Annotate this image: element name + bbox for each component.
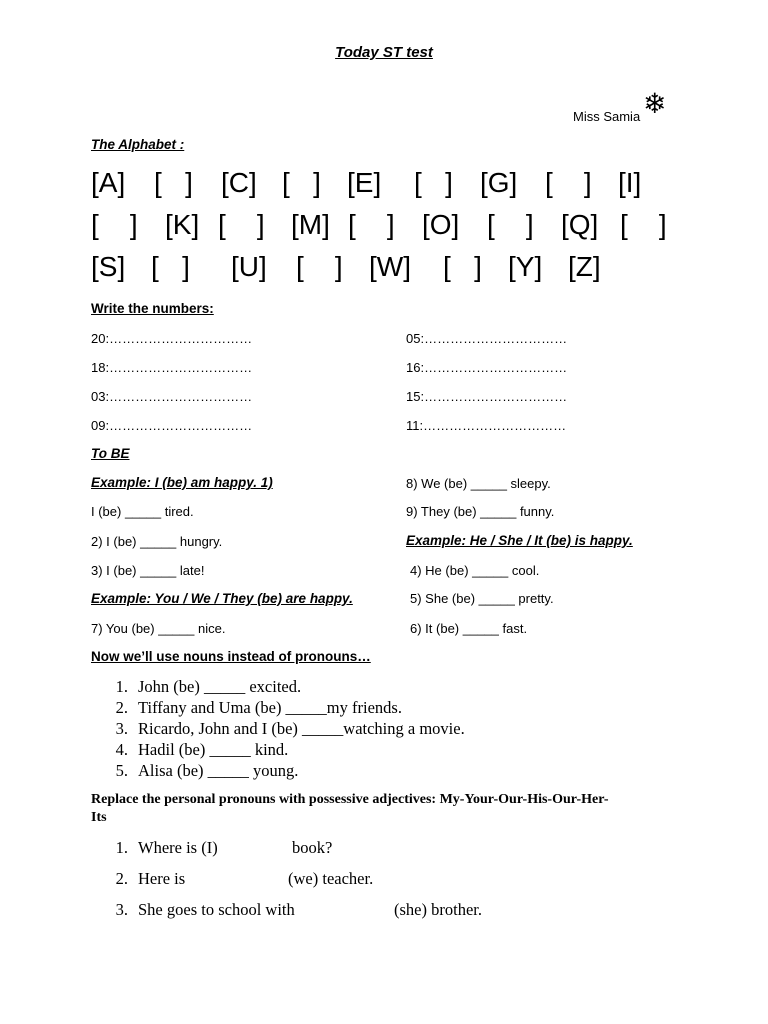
- alphabet-cell: [A]: [91, 167, 126, 198]
- alphabet-cell: [ ]: [154, 167, 193, 198]
- exercise-line: 7) You (be) _____ nice.: [91, 621, 226, 636]
- number-line: 11:……………………………: [406, 418, 567, 433]
- alphabet-cell: [Z]: [568, 251, 601, 282]
- alphabet-cell: [ ]: [545, 167, 592, 198]
- exercise-line: 3) I (be) _____ late!: [91, 563, 205, 578]
- alphabet-cell: [K]: [165, 209, 200, 240]
- exercise-line: I (be) _____ tired.: [91, 504, 194, 519]
- number-line: 09:……………………………: [91, 418, 253, 433]
- alphabet-cell: [Y]: [508, 251, 543, 282]
- list-item: 5. Alisa (be) _____ young.: [115, 761, 299, 780]
- alphabet-cell: [S]: [91, 251, 126, 282]
- number-line: 20:……………………………: [91, 331, 253, 346]
- exercise-line: 9) They (be) _____ funny.: [406, 504, 555, 519]
- possessive-heading-cont: Its: [91, 810, 107, 825]
- example-line: Example: He / She / It (be) is happy.: [406, 533, 633, 548]
- example-line: Example: I (be) am happy. 1): [91, 475, 273, 490]
- possessive-heading: Replace the personal pronouns with possessive adjectives: My-Your-Our-His-Our-Her-: [91, 792, 609, 807]
- alphabet-cell: [Q]: [561, 209, 599, 240]
- alphabet-cell: [ ]: [348, 209, 395, 240]
- alphabet-cell: [ ]: [91, 209, 138, 240]
- alphabet-cell: [ ]: [414, 167, 453, 198]
- numbers-heading: Write the numbers:: [91, 301, 214, 316]
- page-title: Today ST test: [335, 44, 433, 61]
- number-line: 15:……………………………: [406, 389, 568, 404]
- example-line: Example: You / We / They (be) are happy.: [91, 591, 353, 606]
- alphabet-cell: [O]: [422, 209, 460, 240]
- teacher-name: Miss Samia: [573, 109, 641, 124]
- alphabet-heading: The Alphabet :: [91, 137, 185, 152]
- exercise-line: 4) He (be) _____ cool.: [410, 563, 540, 578]
- list-item: 1. Where is (I): [115, 838, 218, 857]
- alphabet-cell: [C]: [221, 167, 257, 198]
- alphabet-cell: [I]: [618, 167, 642, 198]
- exercise-line: 8) We (be) _____ sleepy.: [406, 476, 551, 491]
- number-line: 05:……………………………: [406, 331, 568, 346]
- exercise-line: 2) I (be) _____ hungry.: [91, 534, 223, 549]
- number-line: 16:……………………………: [406, 360, 568, 375]
- list-item: 3. She goes to school with: [115, 900, 295, 919]
- alphabet-cell: [G]: [480, 167, 518, 198]
- list-item-tail: book?: [292, 838, 333, 857]
- alphabet-cell: [ ]: [282, 167, 321, 198]
- alphabet-cell: [ ]: [620, 209, 667, 240]
- tobe-heading: To BE: [91, 446, 130, 461]
- alphabet-cell: [ ]: [151, 251, 190, 282]
- nouns-heading: Now we’ll use nouns instead of pronouns…: [91, 649, 371, 664]
- list-item: 3. Ricardo, John and I (be) _____watching a movie.: [115, 719, 465, 738]
- list-item-tail: (we) teacher.: [288, 869, 374, 888]
- alphabet-cell: [M]: [291, 209, 330, 240]
- number-line: 18:……………………………: [91, 360, 253, 375]
- list-item: 1. John (be) _____ excited.: [115, 677, 302, 696]
- list-item: 2. Here is: [115, 869, 186, 888]
- exercise-line: 5) She (be) _____ pretty.: [410, 591, 554, 606]
- alphabet-cell: [ ]: [487, 209, 534, 240]
- alphabet-cell: [U]: [231, 251, 267, 282]
- snowflake-icon: ❄: [643, 87, 667, 120]
- exercise-line: 6) It (be) _____ fast.: [410, 621, 528, 636]
- list-item-tail: (she) brother.: [394, 900, 482, 919]
- number-line: 03:……………………………: [91, 389, 253, 404]
- alphabet-cell: [ ]: [296, 251, 343, 282]
- alphabet-cell: [E]: [347, 167, 382, 198]
- alphabet-cell: [ ]: [218, 209, 265, 240]
- list-item: 2. Tiffany and Uma (be) _____my friends.: [115, 698, 402, 717]
- alphabet-cell: [ ]: [443, 251, 482, 282]
- alphabet-cell: [W]: [369, 251, 411, 282]
- list-item: 4. Hadil (be) _____ kind.: [115, 740, 289, 759]
